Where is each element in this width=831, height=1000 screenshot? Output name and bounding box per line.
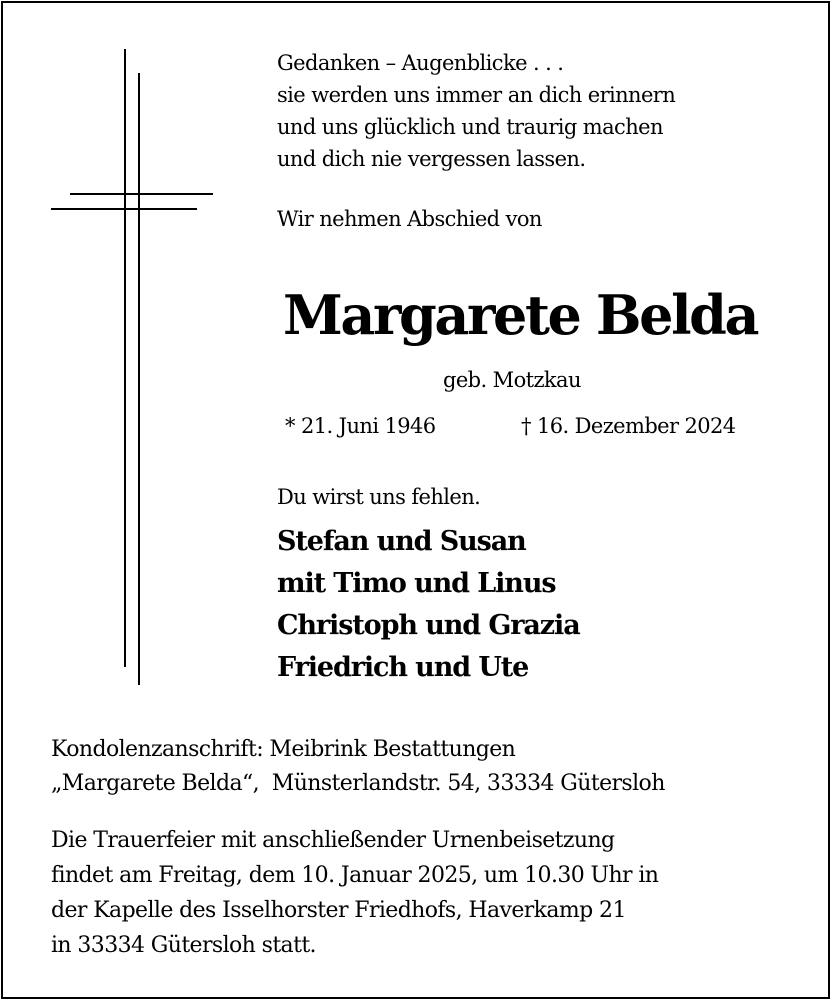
mourner-entry: Stefan und Susan — [277, 526, 526, 557]
mourner-entry: Friedrich und Ute — [277, 652, 529, 683]
condolence-line: Kondolenzanschrift: Meibrink Bestattungen — [51, 737, 516, 762]
mourners-list — [277, 521, 580, 689]
funeral-service-info — [51, 823, 658, 963]
poem-line: und uns glücklich und traurig machen — [277, 115, 663, 139]
poem-line: Gedanken – Augenblicke . . . — [277, 51, 564, 75]
farewell-intro: Wir nehmen Abschied von — [277, 207, 542, 231]
birth-date: * 21. Juni 1946 — [285, 414, 436, 438]
obituary-notice — [1, 1, 830, 999]
poem — [277, 47, 675, 175]
poem-line: sie werden uns immer an dich erinnern — [277, 83, 676, 107]
deceased-name: Margarete Belda — [283, 283, 758, 347]
poem-line: und dich nie vergessen lassen. — [277, 147, 586, 171]
maiden-name: geb. Motzkau — [443, 368, 581, 392]
condolence-address — [51, 733, 665, 801]
death-date: † 16. Dezember 2024 — [521, 414, 736, 438]
cross-vertical-line-left — [124, 49, 126, 667]
condolence-line: „Margarete Belda“, Münsterlandstr. 54, 33334 Gütersloh — [51, 771, 665, 796]
cross-horizontal-line-top — [70, 193, 213, 195]
closing-phrase: Du wirst uns fehlen. — [277, 485, 481, 509]
mourner-entry: Christoph und Grazia — [277, 610, 580, 641]
service-line: findet am Freitag, dem 10. Januar 2025, um 10.30 Uhr in — [51, 863, 659, 888]
service-line: Die Trauerfeier mit anschließender Urnenbeisetzung — [51, 828, 615, 853]
mourner-entry: mit Timo und Linus — [277, 568, 556, 599]
service-line: der Kapelle des Isselhorster Friedhofs, Haverkamp 21 — [51, 898, 626, 923]
cross-horizontal-line-bottom — [51, 208, 197, 210]
service-line: in 33334 Gütersloh statt. — [51, 933, 316, 958]
cross-vertical-line-right — [138, 73, 140, 685]
